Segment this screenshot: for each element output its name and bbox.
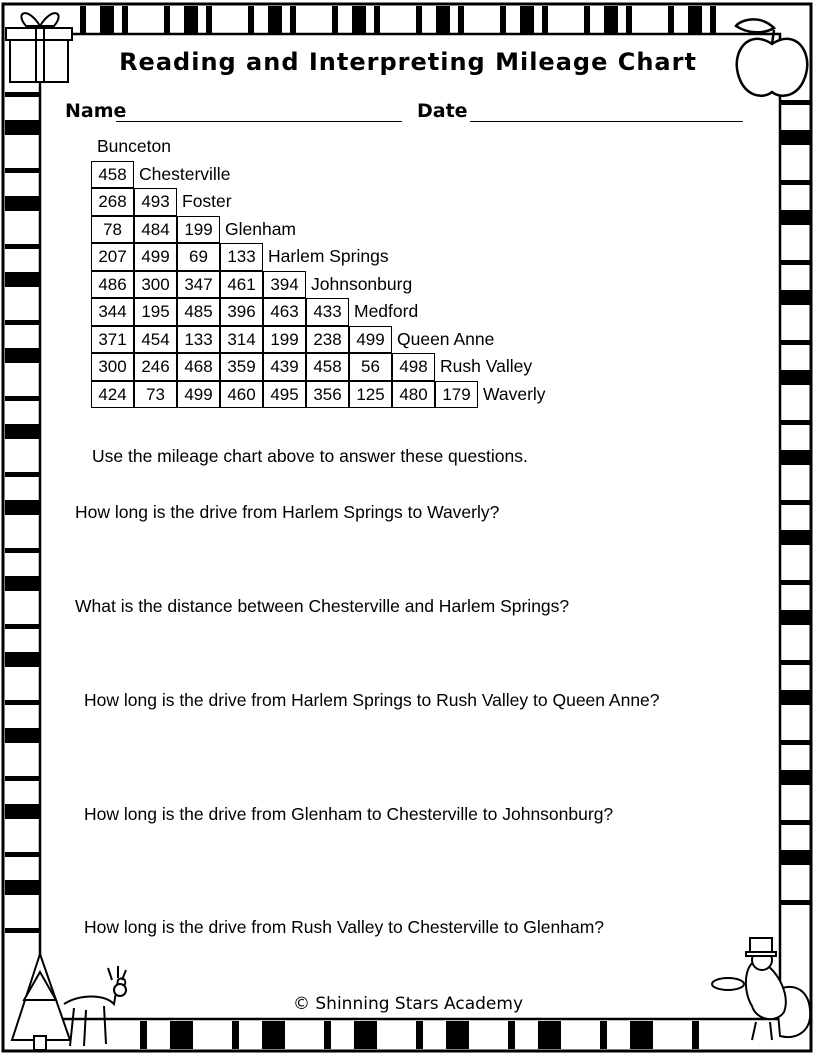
question-2: What is the distance between Chesterville and Harlem Springs? [75, 596, 570, 616]
mileage-cell: 246 [134, 353, 177, 381]
mileage-cell: 238 [306, 326, 349, 354]
mileage-cell: 485 [177, 298, 220, 326]
mileage-cell: 359 [220, 353, 263, 381]
question-4: How long is the drive from Glenham to Chesterville to Johnsonburg? [84, 804, 614, 824]
mileage-cell: 499 [177, 381, 220, 409]
mileage-cell: 424 [91, 381, 134, 409]
mileage-cell: 396 [220, 298, 263, 326]
mileage-cell: 78 [91, 216, 134, 244]
mileage-cell: 199 [177, 216, 220, 244]
mileage-cell: 468 [177, 353, 220, 381]
mileage-cell: 486 [91, 271, 134, 299]
mileage-cell: 484 [134, 216, 177, 244]
mileage-cell: 433 [306, 298, 349, 326]
mileage-cell: 356 [306, 381, 349, 409]
mileage-cell: 460 [220, 381, 263, 409]
mileage-cell: 56 [349, 353, 392, 381]
mileage-cell: 125 [349, 381, 392, 409]
mileage-cell: 493 [134, 188, 177, 216]
mileage-cell: 498 [392, 353, 435, 381]
date-line[interactable] [470, 121, 743, 122]
city-label: Waverly [483, 383, 546, 404]
name-label: Name [65, 100, 127, 122]
mileage-cell: 454 [134, 326, 177, 354]
city-label: Bunceton [97, 136, 171, 156]
turkey-icon [712, 938, 810, 1040]
mileage-cell: 207 [91, 243, 134, 271]
mileage-cell: 463 [263, 298, 306, 326]
mileage-cell: 371 [91, 326, 134, 354]
instructions: Use the mileage chart above to answer these questions. [92, 446, 528, 466]
date-label: Date [417, 100, 468, 122]
mileage-cell: 179 [435, 381, 478, 409]
city-label: Glenham [225, 218, 297, 239]
question-1: How long is the drive from Harlem Springs to Waverly? [75, 502, 500, 522]
city-label: Rush Valley [440, 356, 533, 376]
mileage-cell: 499 [134, 243, 177, 271]
mileage-cell: 394 [263, 271, 306, 299]
city-label: Queen Anne [397, 328, 495, 349]
page-title: Reading and Interpreting Mileage Chart [119, 48, 697, 76]
mileage-cell: 69 [177, 243, 220, 271]
mileage-cell: 499 [349, 326, 392, 354]
city-label: Chesterville [139, 163, 231, 184]
mileage-cell: 199 [263, 326, 306, 354]
question-5: How long is the drive from Rush Valley to Chesterville to Glenham? [84, 917, 605, 937]
mileage-cell: 461 [220, 271, 263, 299]
mileage-cell: 458 [91, 161, 134, 189]
mileage-cell: 133 [177, 326, 220, 354]
mileage-cell: 300 [91, 353, 134, 381]
name-line[interactable] [116, 121, 402, 122]
city-label: Johnsonburg [311, 273, 413, 294]
mileage-cell: 133 [220, 243, 263, 271]
mileage-cell: 458 [306, 353, 349, 381]
mileage-cell: 495 [263, 381, 306, 409]
mileage-cell: 268 [91, 188, 134, 216]
mileage-cell: 344 [91, 298, 134, 326]
mileage-cell: 314 [220, 326, 263, 354]
city-label: Medford [354, 301, 419, 321]
city-label: Harlem Springs [268, 246, 389, 266]
mileage-cell: 300 [134, 271, 177, 299]
copyright-footer: © Shinning Stars Academy [292, 994, 524, 1014]
mileage-cell: 480 [392, 381, 435, 409]
mileage-cell: 439 [263, 353, 306, 381]
mileage-cell: 73 [134, 381, 177, 409]
mileage-cell: 347 [177, 271, 220, 299]
mileage-cell: 195 [134, 298, 177, 326]
city-label: Foster [182, 191, 232, 211]
question-3: How long is the drive from Harlem Springs to Rush Valley to Queen Anne? [84, 690, 660, 710]
